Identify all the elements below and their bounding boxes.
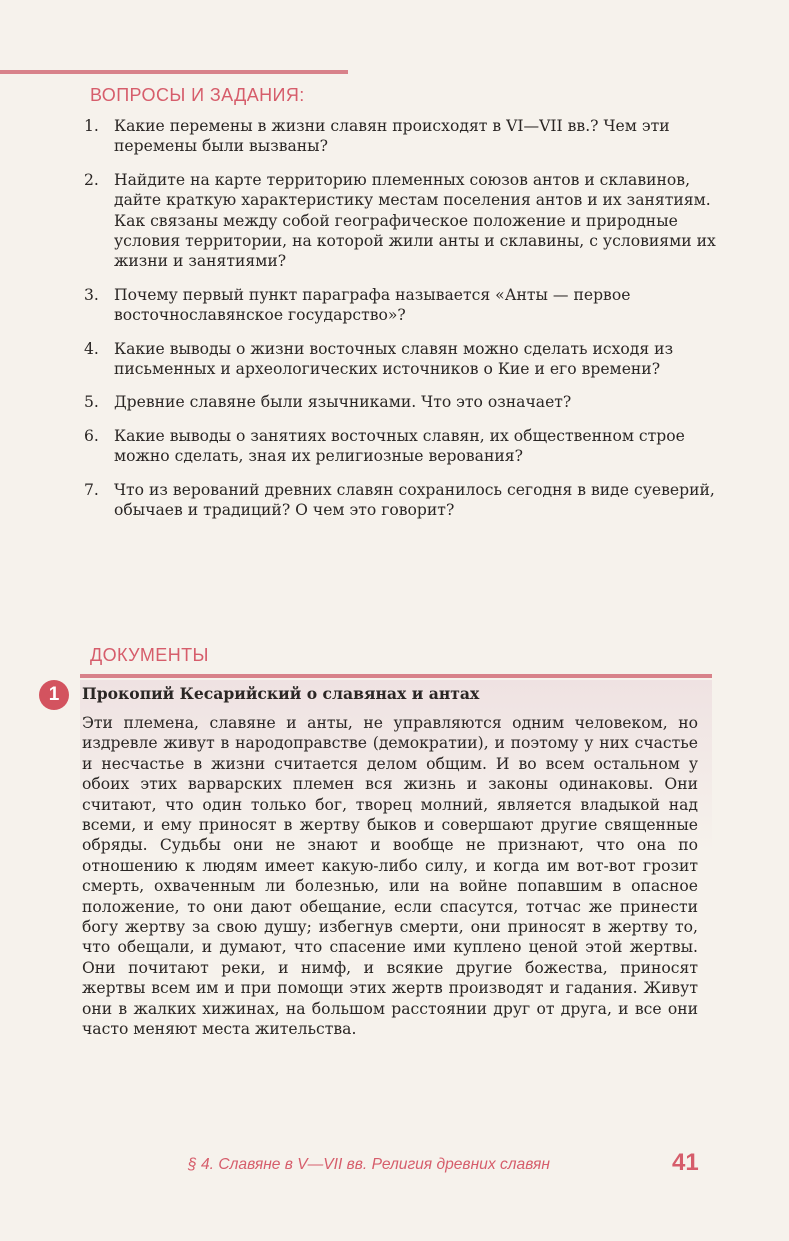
questions-list: [84, 116, 720, 534]
question-number: 4.: [84, 339, 99, 358]
question-item: [84, 116, 720, 157]
question-text: Что из верований древних славян сохранилось сегодня в виде суеверий, обычаев и традиций? О чем это говорит?: [114, 480, 715, 520]
document-number-badge: 1: [39, 680, 69, 710]
question-number: 7.: [84, 480, 99, 499]
question-text: Найдите на карте территорию племенных союзов антов и склавинов, дайте краткую характеристику местам поселения антов и их занятиям. Как связаны между собой географическое положение и природные условия территории, на которой жили анты и склавины, с условиями их жизни и занятиями?: [114, 170, 716, 271]
question-number: 5.: [84, 393, 99, 412]
documents-divider: [80, 674, 712, 678]
question-item: [84, 170, 720, 272]
question-number: 3.: [84, 285, 99, 304]
document-heading: Прокопий Кесарийский о славянах и антах: [82, 684, 480, 703]
question-item: [84, 480, 720, 521]
page-number: 41: [672, 1149, 699, 1176]
question-text: Почему первый пункт параграфа называется «Анты — первое восточнославянское государство»?: [114, 285, 631, 325]
questions-section-title: ВОПРОСЫ И ЗАДАНИЯ:: [90, 85, 305, 105]
question-number: 6.: [84, 426, 99, 445]
question-text: Какие выводы о жизни восточных славян можно сделать исходя из письменных и археологических источников о Кие и его времени?: [114, 339, 674, 379]
question-number: 1.: [84, 117, 99, 135]
question-item: [84, 426, 720, 467]
question-item: [84, 339, 720, 380]
document-body: Эти племена, славяне и анты, не управляются одним человеком, но издревле живут в народоправстве (демократии), и поэтому у них счастье и несчастье в жизни считается делом общим. И во всем остальном у обоих этих варварских племен вся жизнь и законы одинаковы. Они считают, что один только бог, творец молний, является владыкой над всеми, и ему приносят в жертву быков и совершают другие священные обряды. Судьбы они не знают и вообще не признают, что она по отношению к людям имеет какую-либо силу, и когда им вот-вот грозит смерть, охваченным ли болезнью, или на войне попавшим в опасное положение, то они дают обещание, если спасутся, тотчас же принести богу жертву за свою душу; избегнув смерти, они приносят в жертву то, что обещали, и думают, что спасение ими куплено ценой этой жертвы. Они почитают реки, и нимф, и всякие другие божества, приносят жертвы всем им и при помощи этих жертв производят и гадания. Живут они в жалких хижинах, на большом расстоянии друг от друга, и все они часто меняют места жительства.: [82, 714, 698, 1039]
top-divider: [0, 70, 348, 74]
question-text: Древние славяне были язычниками. Что это означает?: [114, 393, 572, 412]
documents-section-title: ДОКУМЕНТЫ: [90, 645, 209, 665]
question-number: 2.: [84, 170, 99, 189]
question-item: [84, 285, 720, 326]
running-footer-title: § 4. Славяне в V—VII вв. Религия древних славян: [188, 1156, 550, 1173]
question-text: Какие выводы о занятиях восточных славян, их общественном строе можно сделать, зная их религиозные верования?: [114, 426, 685, 466]
question-item: [84, 392, 720, 412]
question-text: Какие перемены в жизни славян происходят в VI—VII вв.? Чем эти перемены были вызваны?: [114, 117, 670, 156]
